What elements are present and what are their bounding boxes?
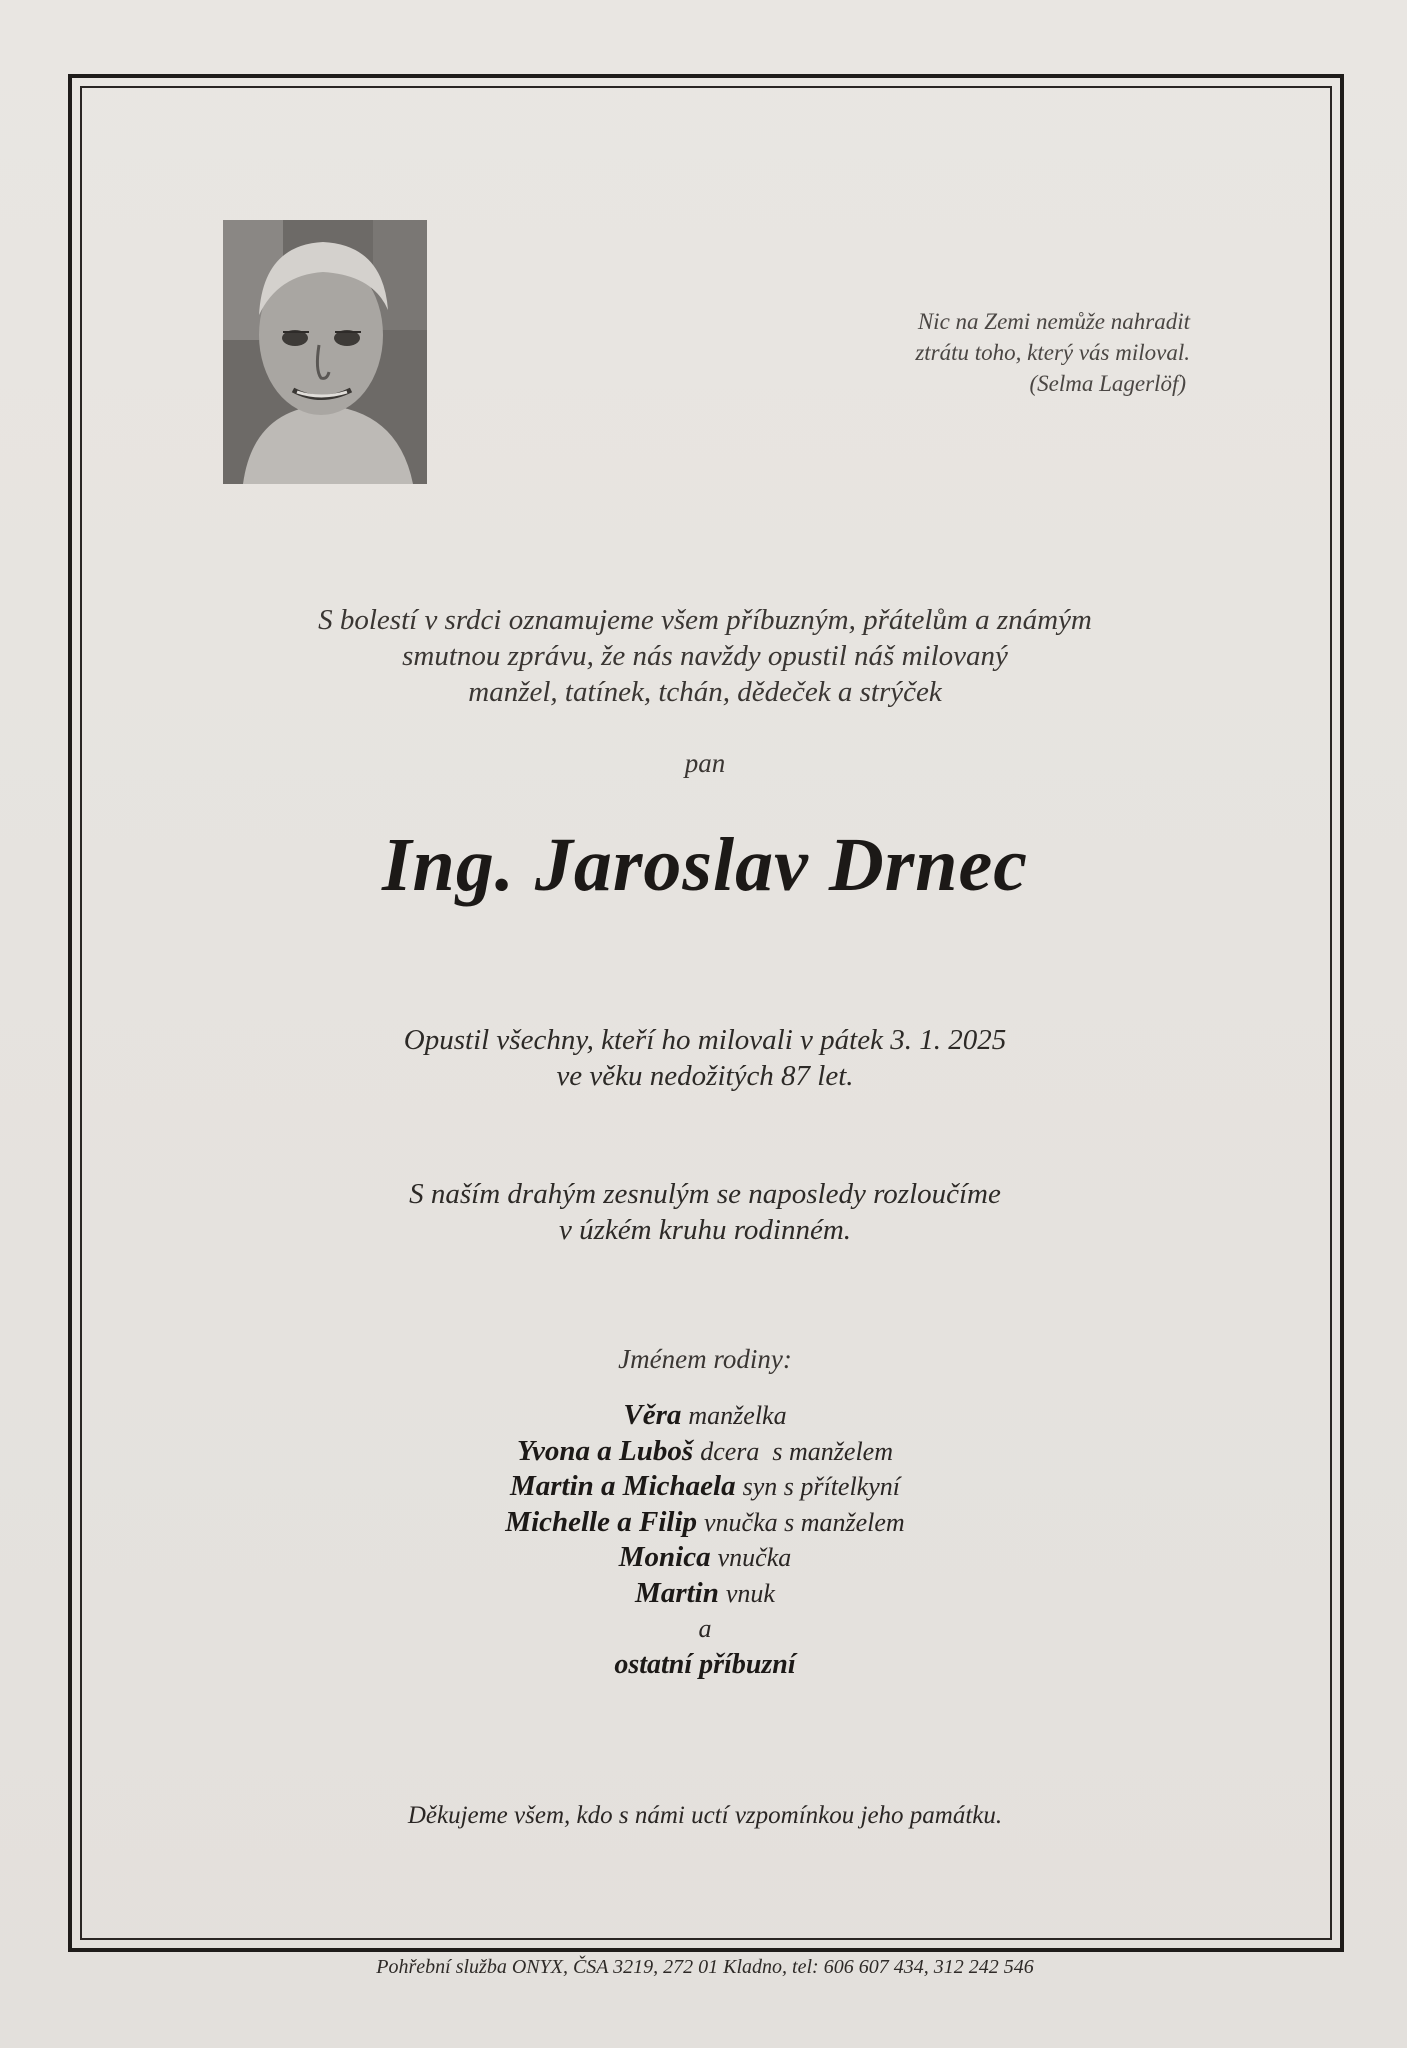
family-others: ostatní příbuzní xyxy=(614,1648,796,1680)
family-member xyxy=(100,1398,1310,1434)
death-notice-line-2: ve věku nedožitých 87 let. xyxy=(556,1060,854,1092)
intro-text xyxy=(100,602,1310,710)
farewell-notice xyxy=(100,1176,1310,1248)
farewell-line-1: S naším drahým zesnulým se naposledy rozloučíme xyxy=(409,1178,1001,1210)
family-member-names: Martin xyxy=(635,1576,719,1609)
deceased-name: Ing. Jaroslav Drnec xyxy=(381,823,1029,907)
intro-line-2: smutnou zprávu, že nás navždy opustil náš milovaný xyxy=(402,640,1008,672)
family-member-names: Monica xyxy=(618,1541,711,1573)
intro-line-1: S bolestí v srdci oznamujeme všem příbuzným, přátelům a známým xyxy=(318,604,1092,636)
quote-author: (Selma Lagerlöf) xyxy=(1029,371,1186,396)
intro-line-3: manžel, tatínek, tchán, dědeček a strýček xyxy=(468,676,942,708)
quote xyxy=(820,306,1190,399)
family-member-relation: manželka xyxy=(688,1401,787,1430)
family-member-relation: dcera s manželem xyxy=(700,1436,893,1466)
family-heading: Jménem rodiny: xyxy=(618,1344,792,1374)
quote-line-2: ztrátu toho, který vás miloval. xyxy=(915,340,1190,365)
family-list xyxy=(100,1398,1310,1682)
farewell-line-2: v úzkém kruhu rodinném. xyxy=(558,1214,852,1246)
salutation: pan xyxy=(684,748,726,778)
family-member-names: Michelle a Filip xyxy=(505,1505,697,1538)
family-member xyxy=(100,1469,1310,1505)
family-member-names: Yvona a Luboš xyxy=(517,1434,694,1467)
family-member xyxy=(100,1576,1310,1612)
family-member-relation: vnuk xyxy=(725,1578,775,1608)
funeral-service-footer: Pohřební služba ONYX, ČSA 3219, 272 01 Kladno, tel: 606 607 434, 312 242 546 xyxy=(376,1956,1034,1978)
family-conjunction: a xyxy=(698,1614,712,1643)
portrait-photo xyxy=(223,220,427,484)
family-member-relation: syn s přítelkyní xyxy=(742,1472,900,1501)
family-member xyxy=(100,1540,1310,1576)
death-notice-line-1: Opustil všechny, kteří ho milovali v pátek 3. 1. 2025 xyxy=(403,1024,1007,1056)
family-member-relation: vnučka xyxy=(717,1543,792,1572)
quote-line-1: Nic na Zemi nemůže nahradit xyxy=(917,309,1190,334)
death-notice xyxy=(100,1022,1310,1094)
family-member-relation: vnučka s manželem xyxy=(704,1507,905,1537)
family-member xyxy=(100,1505,1310,1541)
family-member-names: Martin a Michaela xyxy=(509,1470,736,1502)
family-member-names: Věra xyxy=(623,1399,682,1431)
thanks-text: Děkujeme všem, kdo s námi uctí vzpomínkou jeho památku. xyxy=(407,1802,1003,1829)
family-member xyxy=(100,1434,1310,1470)
